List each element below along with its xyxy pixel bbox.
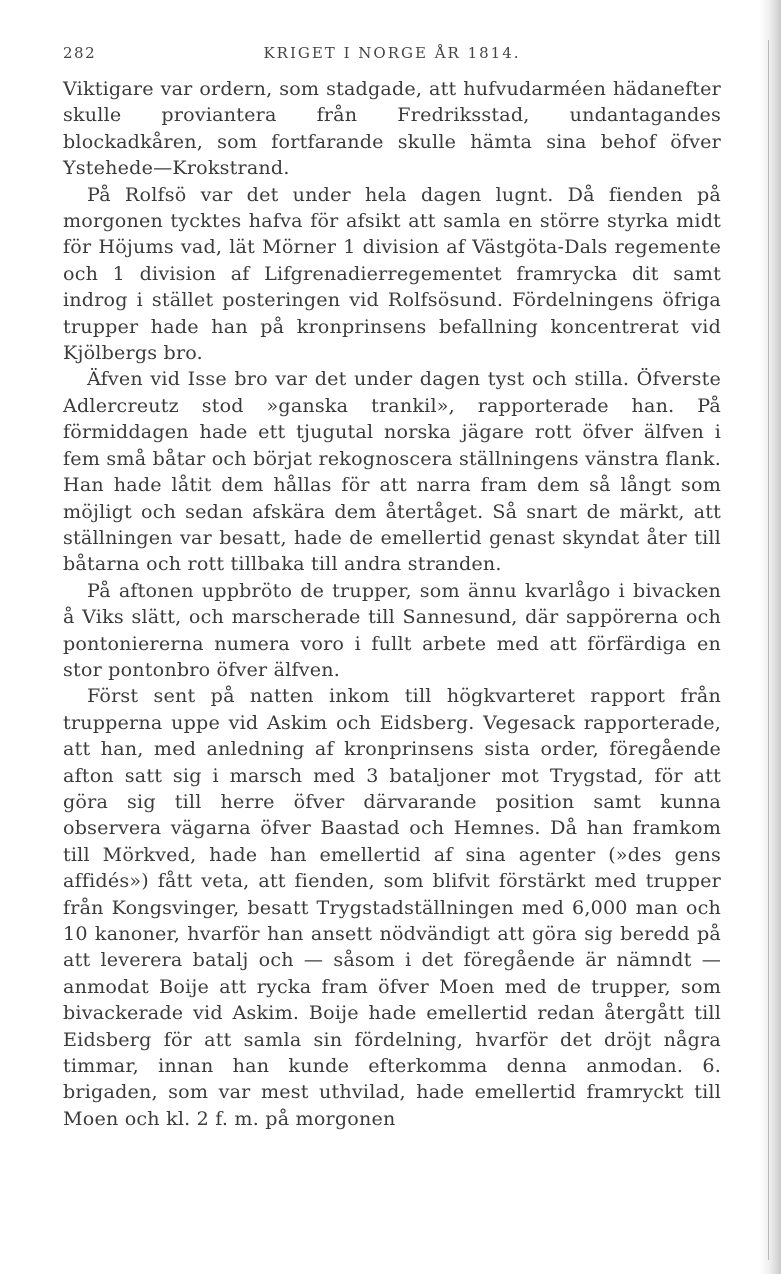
paragraph-5: Först sent på natten inkom till högkvarteret rapport från trupperna uppe vid Askim och Eidsberg. Vegesack rapporterade, att han, med anledning af kronprinsens sista order, föregående afton satt sig i marsch med 3 bataljoner mot Trygstad, för att göra sig till herre öfver därvarande position samt kunna observera vägarna öfver Baastad och Hemnes. Då han framkom till Mörkved, hade han emellertid af sina agenter (»des gens affidés») fått veta, att fienden, som blifvit förstärkt med trupper från Kongsvinger, besatt Trygstadställningen med 6,000 man och 10 kanoner, hvarför han ansett nödvändigt att göra sig beredd på att leverera batalj och — såsom i det föregående är nämndt — anmodat Boije att rycka fram öfver Moen med de trupper, som bivackerade vid Askim. Boije hade emellertid redan återgått till Eidsberg för att samla sin fördelning, hvarför det dröjt några timmar, innan han kunde efterkomma denna anmodan. 6. brigaden, som var mest uthvilad, hade emellertid framryckt till Moen och kl. 2 f. m. på morgonen (63, 684, 721, 1130)
paragraph-4: På aftonen uppbröto de trupper, som ännu kvarlågo i bivacken å Viks slätt, och marscherade till Sannesund, där sappörerna och pontoniererna numera voro i fullt arbete med att förfärdiga en stor pontonbro öfver älfven. (63, 578, 721, 681)
body-text (63, 76, 721, 1132)
paragraph-3: Äfven vid Isse bro var det under dagen tyst och stilla. Öfverste Adlercreutz stod »ganska trankil», rapporterade han. På förmiddagen hade ett tjugutal norska jägare rott öfver älfven i fem små båtar och börjat rekognoscera ställningens vänstra flank. Han hade låtit dem hållas för att narra fram dem så långt som möjligt och sedan afskära dem återtåget. Så snart de märkt, att ställningen var besatt, hade de emellertid genast skyndat åter till båtarna och rott tillbaka till andra stranden. (63, 367, 721, 576)
paragraph-2: På Rolfsö var det under hela dagen lugnt. Då fienden på morgonen tycktes hafva för afsikt att samla en större styrka midt för Höjums vad, lät Mörner 1 division af Västgöta-Dals regemente och 1 division af Lifgrenadierregementet framrycka dit samt indrog i stället posteringen vid Rolfsösund. Fördelningens öfriga trupper hade han på kronprinsens befallning koncentrerat vid Kjölbergs bro. (63, 182, 721, 365)
paragraph-1: Viktigare var ordern, som stadgade, att hufvudarméen hädanefter skulle proviantera från Fredriksstad, undantagandes blockadkåren, som fortfarande skulle hämta sina behof öfver Ystehede—Krokstrand. (63, 77, 721, 180)
running-title: KRIGET I NORGE ÅR 1814. (263, 44, 521, 62)
page-header (63, 44, 721, 66)
page-number: 282 (63, 44, 97, 62)
page-edge-line (768, 40, 769, 1260)
page-edge-shadow (759, 0, 781, 1274)
